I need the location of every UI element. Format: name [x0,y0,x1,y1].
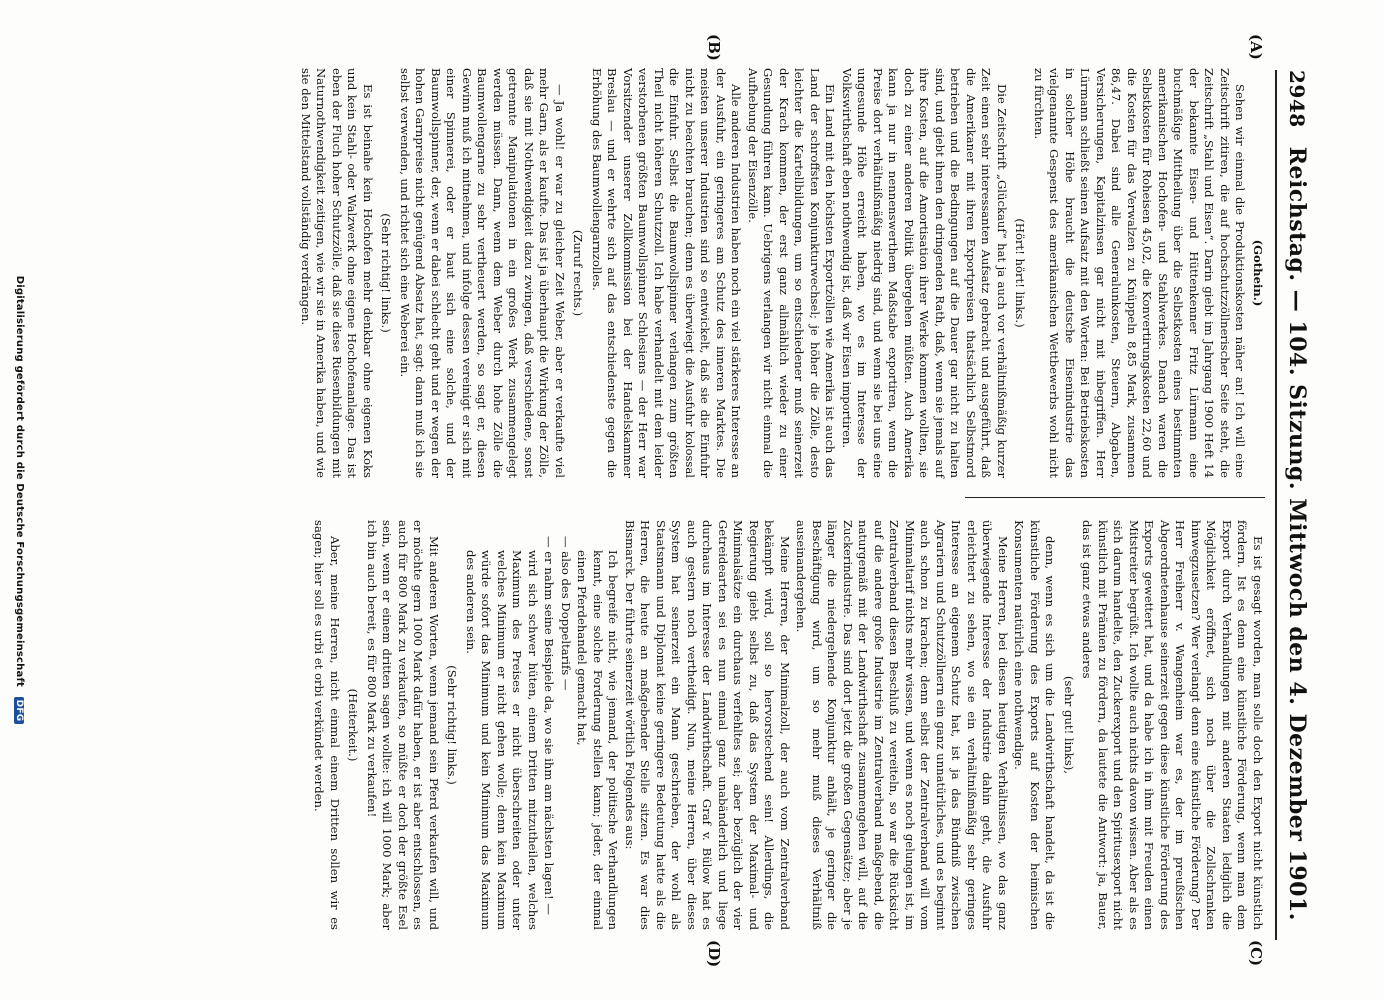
paragraph: — also des Doppeltarifs — [559,536,573,691]
paragraph: Es ist beinahe kein Hochofen mehr denkbar ohne eigenen Koks und kein Stahl- oder Walzwerk ohne eigene Hochofenanlage. Das ist eben der Fluch hoher Schutzzölle, daß sie diese Riesenbildungen mit Naturnothwendigkeit zeitigen, wie wir sie in Amerika haben, und wie sie den Mittelstand vollständig verdrängen. [299,68,375,478]
interjection: (Zuruf rechts.) [571,229,586,317]
margin-marker-a: (A) [1247,34,1265,60]
interjection: (Sehr richtig! links.) [445,665,460,785]
interjection: (Heiterkeit.) [346,688,361,762]
digitization-text: Digitalisierung gefördert durch die Deutsche Forschungsgemeinschaft [14,275,25,687]
interjection: (Hört! hört! links.) [1013,218,1028,328]
paragraph: Meine Herren, der Minimalzoll, der auch vom Zentralverband bekämpft wird, soll so hervorstechend sein! Allerdings, die Regierung giebt selbst zu, daß das System der Maximal- und Minimalsätze ein durchaus verfehltes sei; aber bezüglich der vier Getreidearten sei es nun einmal ganz unabänderlich und liege durchaus im Interesse der Landwirthschaft. Graf v. Bülow hat es auch gestern noch vertheidigt. Nun, meine Herren, über dieses System hat seinerzeit ein Mann geschrieben, der wohl als Staatsmann und Diplomat keine geringere Bedeutung hatte als die Herren, die heute an maßgebender Stelle sitzen. Es war dies Bismarck. Der führte seinerzeit wörtlich Folgendes aus: [623,520,792,930]
interjection: (Sehr richtig! links.) [379,213,394,333]
dfg-logo: DFG [14,697,24,725]
paragraph: Aber, meine Herren, nicht einmal einem Dritten sollen wir es sagen; hier soll es urbi et orbi verkündet werden. [312,520,342,930]
page-header [1281,70,1313,940]
paragraph: Es ist gesagt worden, man solle doch den Export nicht künstlich fördern. Ist es denn eine künstliche Förderung, wenn man dem Export durch Verhandlungen mit anderen Staaten lediglich die Möglichkeit eröffnet, sich noch über die Zollschranken hinwegzusetzen? Wer verlangt denn eine künstliche Förderung? Der Herr Freiherr v. Wangenheim war es, der im preußischen Abgeordnetenhause seinerzeit gegen diese künstliche Förderung des Exports gewettert hat, und da habe ich in ihm mit Freuden einen Mitstreiter begrüßt. Ich wollte auch nichts davon wissen. Aber als es sich darum handelte, den Zuckerexport und den Spiritusexport nicht künstlich mit Prämien zu fördern, da lautete die Antwort: ja, Bauer, das ist ganz etwas anderes [1080,520,1265,930]
paragraph: Meine Herren, bei diesen heutigen Verhältnissen, wo das ganz überwiegende Interesse der Industrie dahin geht, die Ausfuhr erleichtert zu sehen, wo sie ein verhältnißmäßig sehr geringes Interesse an eigenem Schutz hat, ist ja das Bündniß zwischen Agrariern und Schutzzöllnern ein ganz unnatürliches, und es beginnt auch schon zu krachen; denn selbst der Zentralverband will vom Minimaltarif nichts mehr wissen, und wenn es noch gelungen ist, im Zentralverband diesen Beschluß zu vereiteln, so war die Rücksicht auf die andere große Industrie im Zentralverband maßgebend, die naturgemäß mit der Landwirthschaft zusammengehen will, auf die Zuckerindustrie. Das sind dort jetzt die großen Gegensätze; aber je länger die niedergehende Konjunktur anhält, je geringer die Beschäftigung wird, um so mehr muß dieses Verhältniß auseinandergehen. [794,520,1010,930]
margin-marker-d: (D) [705,940,723,968]
paragraph: — Ja wohl! er war zu gleicher Zeit Weber, aber er verkaufte viel mehr Garn, als er kaufte. Das ist ja überhaupt die Wirkung der Zölle, daß sie mit Nothwendigkeit dazu zwingen, daß verschiedene, sonst getrennte Manipulationen in ein großes Werk zusammengelegt werden müssen. Dann, wenn dem Weber durch hohe Zölle die Baumwollengarne zu sehr vertheuert werden, so sagt er, diesen Gewinn muß ich mitnehmen, und infolge dessen vereinigt er sich mit einer Spinnerei, oder er baut sich eine solche, und der Baumwollspinner, der, wenn er dabei schlecht geht und er wegen der hohen Garnpreise nicht genügend Absatz hat, sagt: dann muß ich sie selbst verwenden, und richtet sich eine Weberei ein. [398,68,567,478]
page-title: Reichstag. — 104. Sitzung. Mittwoch den 4. Dezember 1901. [1284,146,1310,921]
paragraph: denn, wenn es sich um die Landwirthschaft handelt, da ist die künstliche Förderung des Exports auf Kosten der heimischen Konsumenten natürlich eine nothwendige. [1012,520,1058,930]
left-column [297,68,1266,478]
margin-marker-c: (C) [1247,940,1265,967]
right-column [310,520,1265,930]
paragraph: — er nahm seine Beispiele da, wo sie ihm am nächsten lagen! — [542,536,557,915]
page-number: 2948 [1285,70,1309,128]
interjection: (sehr gut! links), [1062,676,1076,774]
quotation: wird sich schwer hüten, einem Dritten mitzutheilen, welches Maximum des Preises er nicht überschreiten oder unter welches Minimum er nicht gehen wolle; denn kein Maximum würde sofort das Minimum und kein Minimum das Maximum des anderen sein. [464,550,540,930]
paragraph: Sehen wir einmal die Produktionskosten näher an! Ich will eine Zeitschrift zitiren, die auf hochschutzzöllnerischer Seite steht, die Zeitschrift „Stahl und Eisen“. Darin giebt im Jahrgang 1900 Heft 14 der bekannte Eisen- und Hüttenkenner Fritz Lürmann eine buchmäßige Mittheilung über die Selbstkosten eines bestimmten amerikanischen Hochofen- und Stahlwerkes. Danach waren die Selbstkosten für Roheisen 45,02, die Konvertirungskosten 22,60 und die Kosten für das Verwalzen zu Knüppeln 8,85 Mark, zusammen 86,47. Dabei sind alle Generalunkosten, Steuern, Abgaben, Versicherungen, Kapitalzinsen gar nicht mit inbegriffen. Herr Lürmann schließt seinen Aufsatz mit den Worten: Bei Betriebskosten in solcher Höhe braucht die deutsche Eisenindustrie das vielgenannte Gespenst des amerikanischen Wettbewerbs wohl nicht zu fürchten. [1032,68,1248,478]
speaker-name: (Gothein.) [1251,239,1265,307]
margin-marker-b: (B) [705,34,723,61]
digitization-footer [14,0,25,1000]
column-divider [965,497,1265,498]
header-rule [1275,70,1277,940]
quotation: Ich begreife nicht, wie jemand, der politische Verhandlungen kennt, eine solche Forderung stellen kann; jeder, der einmal einen Pferdehandel gemacht hat, [575,550,621,930]
paragraph: Die Zeitschrift „Glückauf“ hat ja auch vor verhältnißmäßig kurzer Zeit einen sehr interessanten Aufsatz gebracht und ausgeführt, daß die Amerikaner mit ihren Exportpreisen thatsächlich Selbstmord betrieben und die Bedingungen auf die Dauer gar nicht zu halten sind, und giebt ihnen den dringenden Rath, daß, wenn sie jemals auf ihre Kosten, auf die Amortisation ihrer Werke kommen wollten, sie doch zu einer anderen Politik übergehen müßten. Auch Amerika kann ja nur in nennenswerthem Maßstabe exportiren, wenn die Preise dort verhältnißmäßig niedrig sind, und wenn sie bei uns eine ungesunde Höhe erreicht haben, wo es im Interesse der Volkswirthschaft eben nothwendig ist, daß wir Eisen importiren. [840,68,1009,478]
paragraph: Mit anderen Worten, wenn jemand sein Pferd verkaufen will, und er möchte gern 1000 Mark dafür haben, er ist aber entschlossen, es auch für 800 Mark zu verkaufen, so müßte er doch der größte Esel sein, wenn er einem dritten sagen wollte: ich will 1000 Mark; aber ich bin auch bereit, es für 800 Mark zu verkaufen! [365,520,441,930]
paragraph: Ein Land mit den höchsten Exportzöllen wie Amerika ist auch das Land der schroffsten Konjunkturwechsel; je höher die Zölle, desto leichter die Kartellbildungen, um so entschiedener muß seinerzeit der Krach kommen, der erst ganz allmählich wieder zu einer Gesundung führen kann. Uebrigens verlangen wir nicht einmal die Aufhebung der Eisenzölle. [746,68,838,478]
paragraph: Alle anderen Industrien haben noch ein viel stärkeres Interesse an der Ausfuhr, ein geringeres am Schutz des inneren Marktes. Die meisten unserer Industrien sind so entwickelt, daß sie die Einfuhr nicht zu beachten brauchen; denn es überwiegt die Ausfuhr kolossal die Einfuhr. Selbst die Baumwollspinner verlangen zum größten Theil nicht höheren Schutzzoll. Ich habe verhandelt mit dem leider verstorbenen größten Baumwollspinner Schlesiens — der Herr war Vorsitzender unserer Zollkommission bei der Handelskammer Breslau — und er wehrte sich auf das entschiedenste gegen die Erhöhung des Baumwollengarnzolles. [590,68,744,478]
